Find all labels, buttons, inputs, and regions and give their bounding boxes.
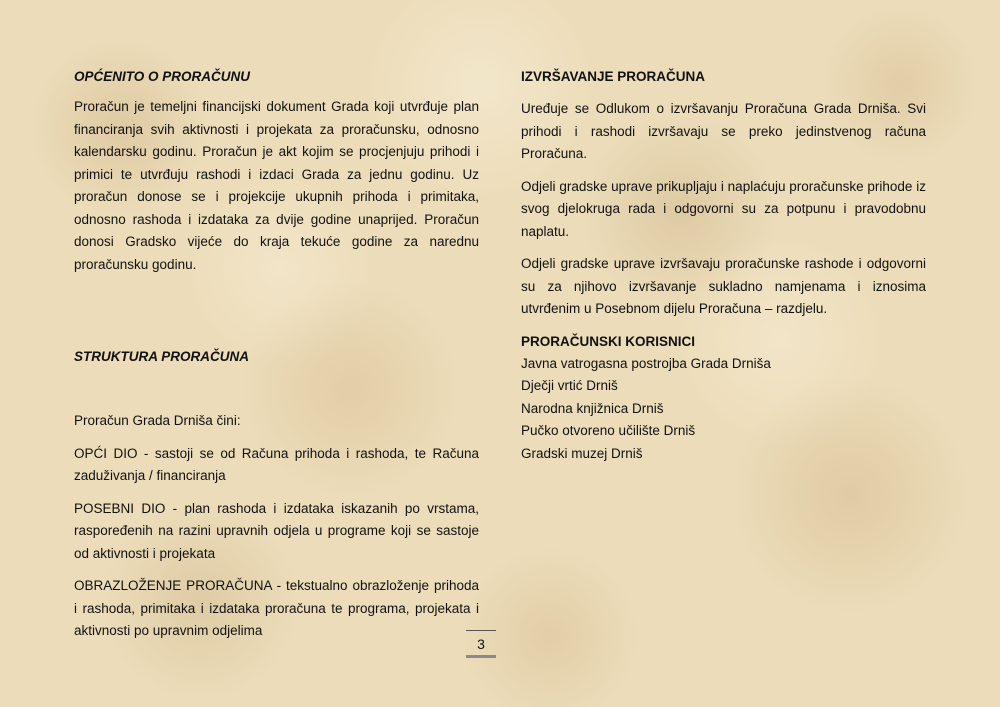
section-heading-struktura: STRUKTURA PRORAČUNA (74, 349, 249, 364)
right-column (521, 64, 926, 465)
korisnik-item: Pučko otvoreno učilište Drniš (521, 423, 696, 438)
section-heading-korisnici: PRORAČUNSKI KORISNICI (521, 333, 696, 349)
korisnik-item: Javna vatrogasna postrojba Grada Drniša (521, 355, 771, 371)
struktura-item-posebni: POSEBNI DIO - plan rashoda i izdataka iskazanih po vrstama, raspoređenih na razini upravnih odjela u programe koji se sastoje od aktivnosti i projekata (74, 500, 479, 561)
korisnik-item: Dječji vrtić Drniš (521, 378, 618, 393)
paragraph-izvrsavanje-1: Uređuje se Odlukom o izvršavanju Proračuna Grada Drniša. Svi prihodi i rashodi izvršavaju se preko jedinstvenog računa Proračuna. (521, 101, 926, 161)
section-heading-izvrsavanje: IZVRŠAVANJE PRORAČUNA (521, 69, 706, 84)
struktura-intro: Proračun Grada Drniša čini: (74, 413, 241, 428)
korisnik-item: Narodna knjižnica Drniš (521, 400, 664, 416)
left-column (74, 64, 479, 643)
section-heading-opcenito: OPĆENITO O PRORAČUNU (74, 69, 251, 84)
page-number: 3 (466, 630, 496, 657)
page-number-underline (466, 655, 496, 658)
korisnik-item: Gradski muzej Drniš (521, 445, 643, 461)
struktura-item-opci: OPĆI DIO - sastoji se od Računa prihoda i rashoda, te Računa zaduživanja / financiranja (74, 445, 479, 483)
paragraph-izvrsavanje-3: Odjeli gradske uprave izvršavaju proračunske rashode i odgovorni su za njihovo izvršavanje sukladno namjenama i iznosima utvrđenim u Posebnom dijelu Proračuna – razdjelu. (521, 256, 926, 316)
struktura-item-obrazlozenje: OBRAZLOŽENJE PRORAČUNA - tekstualno obrazloženje prihoda i rashoda, primitaka i izdataka proračuna te programa, projekata i aktivnosti po upravnim odjelima (74, 578, 479, 638)
paragraph-izvrsavanje-2: Odjeli gradske uprave prikupljaju i naplaćuju proračunske prihode iz svog djelokruga rada i odgovorni su za potpunu i pravodobnu naplatu. (521, 178, 926, 239)
paragraph-opcenito: Proračun je temeljni financijski dokument Grada koji utvrđuje plan financiranja svih aktivnosti i projekata za proračunsku, odnosno kalendarsku godinu. Proračun je akt kojim se procjenjuju prihodi i primici te utvrđuju rashodi i izdaci Grada za jednu godinu. Uz proračun donose se i projekcije ukupnih prihoda i primitaka, odnosno rashoda i izdataka za dvije godine unaprijed. Proračun donosi Gradsko vijeće do kraja tekuće godine za narednu proračunsku godinu. (74, 99, 479, 272)
